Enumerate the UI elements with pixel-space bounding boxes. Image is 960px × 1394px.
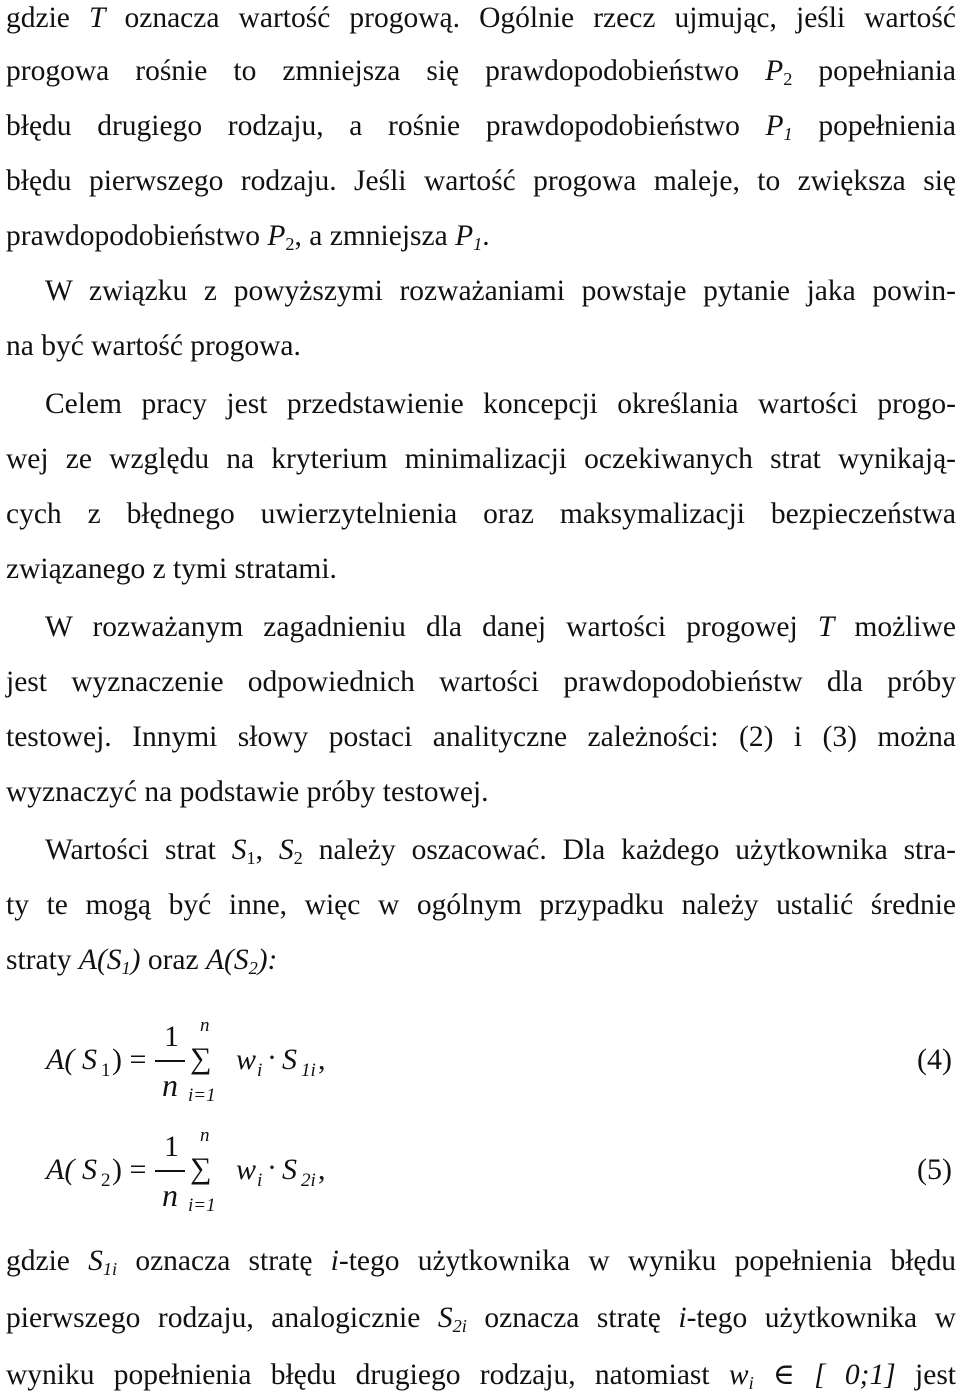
sum-upper-limit: n <box>200 1125 210 1146</box>
subscript: 1 <box>783 124 793 145</box>
text-fragment: możliwe <box>834 611 956 643</box>
symbol-P: P <box>765 110 784 142</box>
subscript: 2 <box>293 848 303 869</box>
eq-lhs-S: S <box>82 1153 97 1186</box>
sum-lower-limit: i=1 <box>188 1085 216 1106</box>
symbol-P: P <box>455 220 474 252</box>
text-fragment: należy oszacować. Dla każdego użytkownika stra- <box>302 834 956 866</box>
symbol-w: w <box>728 1359 749 1391</box>
text-line-7 <box>6 328 956 364</box>
eq-S: S <box>282 1153 297 1186</box>
text-fragment: gdzie <box>6 2 89 34</box>
subscript: 1i <box>102 1259 118 1280</box>
text-fragment: Celem pracy jest przedstawienie koncepcji określania wartości progo- <box>45 388 956 420</box>
text-fragment: wyniku popełnienia błędu drugiego rodzaju, natomiast <box>6 1359 729 1391</box>
eq-w-sub: i <box>257 1170 263 1191</box>
text-fragment: cych z błędnego uwierzytelnienia oraz maksymalizacji bezpieczeństwa <box>6 498 956 530</box>
subscript: 1 <box>121 958 131 979</box>
text-fragment: -tego użytkownika w wyniku popełnienia błędu <box>338 1245 956 1277</box>
text-fragment: błędu pierwszego rodzaju. Jeśli wartość progowa maleje, to zwiększa się <box>6 165 956 197</box>
subscript: 1 <box>246 848 256 869</box>
eq-S-sub: 1i <box>301 1060 316 1081</box>
subscript: 2 <box>285 234 295 255</box>
subscript: 2 <box>248 958 258 979</box>
text-fragment: prawdopodobieństwo <box>6 220 268 252</box>
eq-w: w <box>236 1153 257 1186</box>
text-fragment: popełnienia <box>792 110 956 142</box>
sum-upper-limit: n <box>200 1015 210 1036</box>
equation-number: (4) <box>917 1043 952 1076</box>
text-fragment: popełniania <box>792 55 956 87</box>
eq-lhs-sub: 2 <box>101 1170 111 1191</box>
symbol-P: P <box>267 220 286 252</box>
text-line-6 <box>45 273 956 309</box>
symbol-T: T <box>817 611 835 643</box>
text-line-9 <box>6 441 956 477</box>
text-fragment: , a zmniejsza <box>294 220 456 252</box>
symbol-S: S <box>231 834 247 866</box>
symbol-A: A(S <box>206 944 249 976</box>
eq-lhs-A: A( <box>46 1043 75 1076</box>
fraction-bar <box>155 1170 185 1172</box>
text-fragment: na być wartość progowa. <box>6 330 301 362</box>
subscript: 1 <box>473 234 483 255</box>
text-line-8 <box>45 386 956 422</box>
text-fragment: ): <box>257 944 278 976</box>
text-line-1 <box>6 0 956 36</box>
eq-comma: , <box>318 1043 326 1076</box>
symbol-i: i <box>330 1245 339 1277</box>
subscript: 2 <box>783 69 793 90</box>
sum-symbol: ∑ <box>190 1042 212 1075</box>
eq-denominator: n <box>162 1177 178 1213</box>
eq-comma: , <box>318 1153 326 1186</box>
symbol-S: S <box>437 1302 453 1334</box>
text-fragment: , <box>255 834 279 866</box>
text-line-21 <box>6 1357 956 1393</box>
text-line-11 <box>6 551 956 587</box>
text-line-5 <box>6 218 956 254</box>
equation-5 <box>0 1125 960 1225</box>
symbol-P: P <box>765 55 784 87</box>
text-line-18 <box>6 942 956 978</box>
sum-symbol: ∑ <box>190 1152 212 1185</box>
fraction-bar <box>155 1060 185 1062</box>
eq-w: w <box>236 1043 257 1076</box>
eq-denominator: n <box>162 1067 178 1103</box>
equation-4 <box>0 1015 960 1115</box>
text-line-19 <box>6 1243 956 1279</box>
text-fragment: testowej. Innymi słowy postaci analityczne zależności: (2) i (3) można <box>6 721 956 753</box>
text-fragment: gdzie <box>6 1245 89 1277</box>
text-line-15 <box>6 774 956 810</box>
subscript: 2i <box>452 1316 467 1337</box>
eq-lhs-A: A( <box>46 1153 75 1186</box>
eq-lhs-S: S <box>82 1043 97 1076</box>
text-line-12 <box>45 609 956 645</box>
text-fragment: . <box>482 220 490 252</box>
text-fragment: oraz <box>140 944 206 976</box>
subscript: i <box>748 1373 754 1394</box>
text-line-3 <box>6 108 956 144</box>
text-line-17 <box>6 887 956 923</box>
eq-numerator: 1 <box>164 1020 179 1053</box>
symbol-i: i <box>678 1302 687 1334</box>
text-fragment: jest <box>895 1359 957 1391</box>
text-fragment: W rozważanym zagadnieniu dla danej wartości progowej <box>45 611 818 643</box>
eq-w-sub: i <box>257 1060 263 1081</box>
symbol-A: A(S <box>78 944 122 976</box>
eq-dot: · <box>267 1151 277 1184</box>
sum-lower-limit: i=1 <box>188 1195 216 1216</box>
eq-S: S <box>282 1043 297 1076</box>
eq-dot: · <box>267 1041 277 1074</box>
text-fragment: związanego z tymi stratami. <box>6 553 337 585</box>
text-fragment: oznacza stratę <box>117 1245 331 1277</box>
text-fragment: wyznaczyć na podstawie próby testowej. <box>6 776 489 808</box>
text-line-13 <box>6 664 956 700</box>
eq-numerator: 1 <box>164 1130 179 1163</box>
text-fragment: straty <box>6 944 79 976</box>
text-line-16 <box>45 832 956 868</box>
text-fragment: Wartości strat <box>45 834 232 866</box>
symbol-T: T <box>88 2 106 34</box>
symbol-S: S <box>88 1245 103 1277</box>
eq-S-sub: 2i <box>301 1170 316 1191</box>
text-fragment: pierwszego rodzaju, analogicznie <box>6 1302 438 1334</box>
eq-equals: ) = <box>112 1153 147 1186</box>
text-line-2 <box>6 53 956 89</box>
text-line-20 <box>6 1300 956 1336</box>
eq-equals: ) = <box>112 1043 147 1076</box>
text-line-4 <box>6 163 956 199</box>
text-fragment: W związku z powyższymi rozważaniami powstaje pytanie jaka powin- <box>45 275 956 307</box>
text-fragment: wej ze względu na kryterium minimalizacji oczekiwanych strat wynikają- <box>6 443 956 475</box>
text-fragment: ) <box>130 944 141 976</box>
text-fragment: oznacza wartość progową. Ogólnie rzecz ujmując, jeśli wartość <box>105 2 956 34</box>
text-line-10 <box>6 496 956 532</box>
text-fragment: oznacza stratę <box>466 1302 679 1334</box>
symbol-S: S <box>278 834 294 866</box>
text-fragment: jest wyznaczenie odpowiednich wartości prawdopodobieństw dla próby <box>6 666 956 698</box>
text-fragment: progowa rośnie to zmniejsza się prawdopodobieństwo <box>6 55 766 87</box>
eq-lhs-sub: 1 <box>101 1060 111 1081</box>
text-fragment: ty te mogą być inne, więc w ogólnym przypadku należy ustalić średnie <box>6 889 956 921</box>
text-line-14 <box>6 719 956 755</box>
equation-number: (5) <box>917 1153 952 1186</box>
text-fragment: -tego użytkownika w <box>686 1302 956 1334</box>
text-fragment: błędu drugiego rodzaju, a rośnie prawdopodobieństwo <box>6 110 766 142</box>
interval-expression: ∈ [ 0;1] <box>753 1359 896 1391</box>
